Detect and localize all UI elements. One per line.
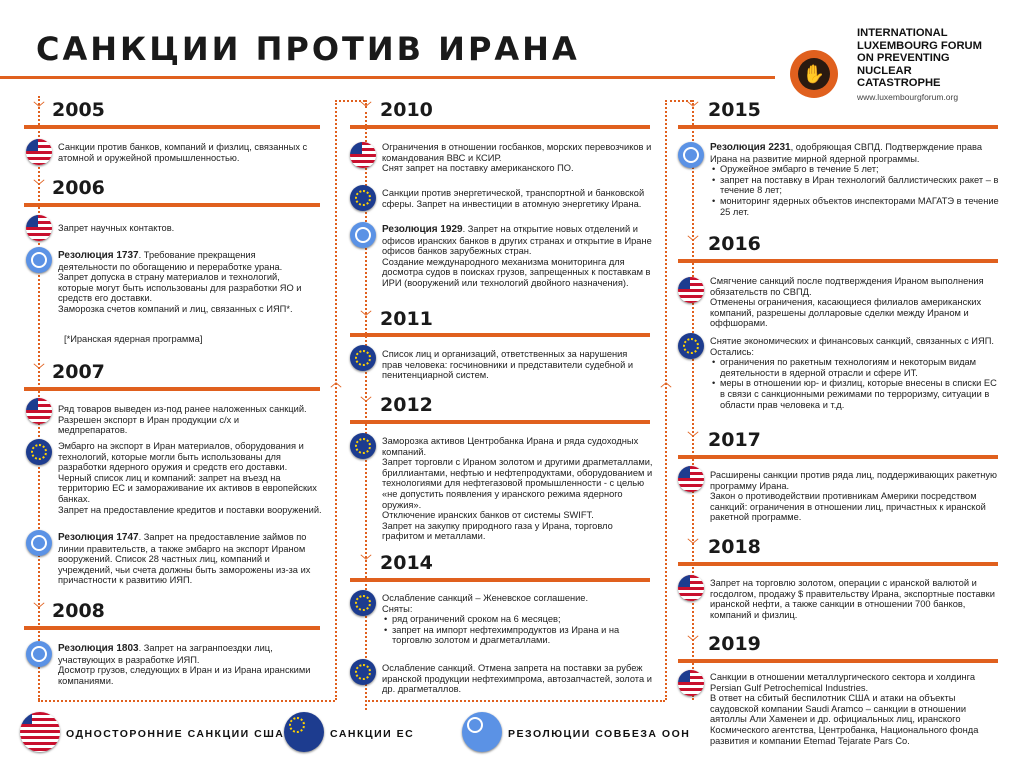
chevron-down-icon: ﹀ bbox=[33, 603, 45, 615]
year-bar bbox=[24, 203, 320, 207]
chevron-down-icon: ﹀ bbox=[33, 180, 45, 192]
un-flag-icon bbox=[26, 247, 52, 273]
chevron-down-icon: ﹀ bbox=[687, 636, 699, 648]
un-flag-icon bbox=[26, 530, 52, 556]
year-2007: 2007 bbox=[52, 361, 105, 383]
timeline-connector bbox=[365, 700, 665, 702]
chevron-down-icon: ﹀ bbox=[360, 311, 372, 323]
year-2012: 2012 bbox=[380, 394, 433, 416]
eu-flag-icon bbox=[350, 659, 376, 685]
un-flag-icon bbox=[678, 142, 704, 168]
year-bar bbox=[350, 578, 650, 582]
entry-2018-us: Запрет на торговлю золотом, операции с иранской валютой и госдолгом, продажу $ правительству Ирана, экспортные поставки иранской нефти, а также санкции в отношении 700 банков, компаний и физлиц. bbox=[710, 578, 995, 620]
eu-flag-icon bbox=[350, 345, 376, 371]
entry-2010-us: Ограничения в отношении госбанков, морских перевозчиков и командования ВВС и КСИР. Снят запрет на поставку американского ПО. bbox=[382, 142, 652, 174]
year-2018: 2018 bbox=[708, 536, 761, 558]
year-bar bbox=[350, 420, 650, 424]
forum-logo bbox=[790, 50, 838, 98]
year-2015: 2015 bbox=[708, 99, 761, 121]
hand-icon: ✋ bbox=[798, 58, 830, 90]
year-2016: 2016 bbox=[708, 233, 761, 255]
entry-2005-us: Санкции против банков, компаний и физлиц, связанных с атомной и оружейной промышленностью. bbox=[58, 142, 308, 163]
footnote: [*Иранская ядерная программа] bbox=[64, 334, 203, 344]
entry-2007-un: Резолюция 1747. Запрет на предоставление займов по линии правительств, а также эмбарго на экспорт Ираном вооружений. Список 28 частных лиц, компаний и учреждений, чьи счета должны быть заморожены из-за их причастности к развитию ИЯП. bbox=[58, 532, 311, 586]
us-flag-icon bbox=[678, 670, 704, 696]
us-flag-icon bbox=[350, 142, 376, 168]
legend-un: РЕЗОЛЮЦИИ СОВБЕЗА ООН bbox=[508, 728, 691, 740]
eu-flag-icon bbox=[350, 185, 376, 211]
chevron-down-icon: ﹀ bbox=[33, 364, 45, 376]
year-2008: 2008 bbox=[52, 600, 105, 622]
year-bar bbox=[24, 387, 320, 391]
entry-2006-us: Запрет научных контактов. bbox=[58, 223, 175, 233]
entry-2007-us: Ряд товаров выведен из-под ранее наложенных санкций. Разрешен экспорт в Иран продукции с/х и медпрепаратов. bbox=[58, 404, 307, 436]
eu-flag-icon bbox=[350, 590, 376, 616]
entry-2010-eu: Санкции против энергетической, транспортной и банковской сферы. Запрет на инвестиции в атомную энергетику Ирана. bbox=[382, 188, 645, 209]
header-divider bbox=[0, 76, 775, 79]
year-2014: 2014 bbox=[380, 552, 433, 574]
entry-2019-us: Санкции в отношении металлургического сектора и холдинга Persian Gulf Petrochemical Industries. В ответ на сбитый беспилотник США и атаки на объекты саудовской компании Saudi Aramco – санкции в отношении аятоллы Али Хаменеи и др. официальных лиц, иранского Космического агентства, Центробанка, Национального фонда развития и компании Etemad Tejarate Pars Co. bbox=[710, 672, 979, 746]
year-bar bbox=[24, 125, 320, 129]
us-flag-icon bbox=[678, 575, 704, 601]
entry-2012-eu: Заморозка активов Центробанка Ирана и ряда судоходных компаний. Запрет торговли с Ираном золотом и другими драгметаллами, бриллиантами, нефтью и нефтепродуктами, оборудованием и технологиями для нефтегазовой промышленности - с целью «не допустить появления у иранского режима ядерного оружия». Отключение иранских банков от системы SWIFT. Запрет на закупку природного газа у Ирана, торговло графитом и металлами. bbox=[382, 436, 653, 542]
chevron-down-icon: ﹀ bbox=[687, 539, 699, 551]
year-bar bbox=[678, 562, 998, 566]
entry-2016-eu: Снятие экономических и финансовых санкций, связанных с ИЯП. Остались: • ограничения по ракетным технологиям и некоторым видам деятельности в ядерной отрасли и сфере ИТ. • меры в отношении юр- и физлиц, которые внесены в списки ЕС в связи с санкционными режимами по терроризму, ситуации в области прав человека и т.д. bbox=[710, 336, 1000, 410]
chevron-up-icon: ︿ bbox=[330, 377, 342, 389]
year-2005: 2005 bbox=[52, 99, 105, 121]
entry-2015-un: Резолюция 2231, одобряющая СВПД. Подтверждение права Ирана на развитие мирной ядерной программы. • Оружейное эмбарго в течение 5 лет; • запрет на поставку в Иран технологий баллистических ракет – в течение 8 лет; • мониторинг ядерных объектов инспекторами МАГАТЭ в течение 25 лет. bbox=[710, 142, 1000, 217]
eu-flag-icon bbox=[678, 333, 704, 359]
timeline-connector bbox=[38, 700, 335, 702]
chevron-down-icon: ﹀ bbox=[33, 102, 45, 114]
chevron-down-icon: ﹀ bbox=[360, 102, 372, 114]
entry-2010-un: Резолюция 1929. Запрет на открытие новых отделений и офисов иранских банков в других странах и открытие в Иране офисов банков зарубежных стран. Создание международного механизма мониторинга для досмотра судов в поисках грузов, запрещенных к поставкам в ИРИ (вооружений или технологий двойного назначения). bbox=[382, 224, 652, 288]
page-title: САНКЦИИ ПРОТИВ ИРАНА bbox=[36, 30, 580, 68]
timeline-line bbox=[335, 100, 337, 700]
legend-eu: САНКЦИИ ЕС bbox=[330, 728, 415, 740]
chevron-up-icon: ︿ bbox=[660, 377, 672, 389]
un-flag-icon bbox=[350, 222, 376, 248]
entry-2006-un: Резолюция 1737. Требование прекращения деятельности по обогащению и переработке урана. Запрет допуска в страну материалов и технологий, которые могут быть использованы для разработки ЯО и средств его доставки. Заморозка счетов компаний и лиц, связанных с ИЯП*. bbox=[58, 250, 302, 314]
year-2006: 2006 bbox=[52, 177, 105, 199]
eu-flag-icon bbox=[284, 712, 324, 752]
timeline-line bbox=[692, 100, 694, 700]
chevron-down-icon: ﹀ bbox=[687, 432, 699, 444]
chevron-down-icon: ﹀ bbox=[360, 555, 372, 567]
year-bar bbox=[678, 259, 998, 263]
entry-2017-us: Расширены санкции против ряда лиц, поддерживающих ракетную программу Ирана. Закон о противодействии противникам Америки посредством санкций: ограничения в отношении лиц, причастных к иранской ракетной программе. bbox=[710, 470, 997, 523]
un-flag-icon bbox=[26, 641, 52, 667]
legend-us: ОДНОСТОРОННИЕ САНКЦИИ США bbox=[66, 728, 285, 740]
us-flag-icon bbox=[678, 277, 704, 303]
chevron-down-icon: ﹀ bbox=[687, 236, 699, 248]
entry-2014-eu: Ослабление санкций – Женевское соглашение. Сняты: • ряд ограничений сроком на 6 месяцев; • запрет на импорт нефтехимпродуктов из Ирана и на торговлю золотом и драгметаллами. bbox=[382, 593, 652, 646]
year-2019: 2019 bbox=[708, 633, 761, 655]
year-bar bbox=[678, 125, 998, 129]
entry-2011-eu: Список лиц и организаций, ответственных за нарушения прав человека: госчиновники и представители судебной и пенитенциарной систем. bbox=[382, 349, 634, 381]
us-flag-icon bbox=[26, 139, 52, 165]
year-bar bbox=[24, 626, 320, 630]
forum-website[interactable]: www.luxembourgforum.org bbox=[857, 92, 959, 102]
entry-2007-eu: Эмбарго на экспорт в Иран материалов, оборудования и технологий, которые могли быть использованы для разработки ядерного оружия и средств его доставки. Черный список лиц и компаний: запрет на въезд на территорию ЕС и замораживание их активов в европейских банках. Запрет на предоставление кредитов и поставки вооружений. bbox=[58, 441, 322, 515]
entry-2008-un: Резолюция 1803. Запрет на загранпоездки лиц, участвующих в разработке ИЯП. Досмотр грузов, следующих в Иран и из Ирана иранскими компаниями. bbox=[58, 643, 311, 686]
un-flag-icon bbox=[462, 712, 502, 752]
entry-2014-eu-2: Ослабление санкций. Отмена запрета на поставки за рубеж иранской продукции нефтехимпрома, автозапчастей, золота и др. драгметаллов. bbox=[382, 663, 652, 695]
year-2011: 2011 bbox=[380, 308, 433, 330]
year-2010: 2010 bbox=[380, 99, 433, 121]
forum-name: INTERNATIONAL LUXEMBOURG FORUM ON PREVENTING NUCLEAR CATASTROPHE bbox=[857, 27, 982, 90]
entry-2016-us: Смягчение санкций после подтверждения Ираном выполнения обязательств по СВПД. Отменены ограничения, касающиеся филиалов американских компаний, разрешены долларовые сделки между Ираном и оффшорами. bbox=[710, 276, 984, 329]
eu-flag-icon bbox=[26, 439, 52, 465]
year-bar bbox=[678, 455, 998, 459]
year-bar bbox=[678, 659, 998, 663]
chevron-down-icon: ﹀ bbox=[360, 397, 372, 409]
year-2017: 2017 bbox=[708, 429, 761, 451]
us-flag-icon bbox=[20, 712, 60, 752]
us-flag-icon bbox=[26, 398, 52, 424]
year-bar bbox=[350, 333, 650, 337]
eu-flag-icon bbox=[350, 433, 376, 459]
chevron-down-icon: ﹀ bbox=[687, 102, 699, 114]
us-flag-icon bbox=[678, 466, 704, 492]
year-bar bbox=[350, 125, 650, 129]
us-flag-icon bbox=[26, 215, 52, 241]
timeline-line bbox=[665, 100, 667, 700]
